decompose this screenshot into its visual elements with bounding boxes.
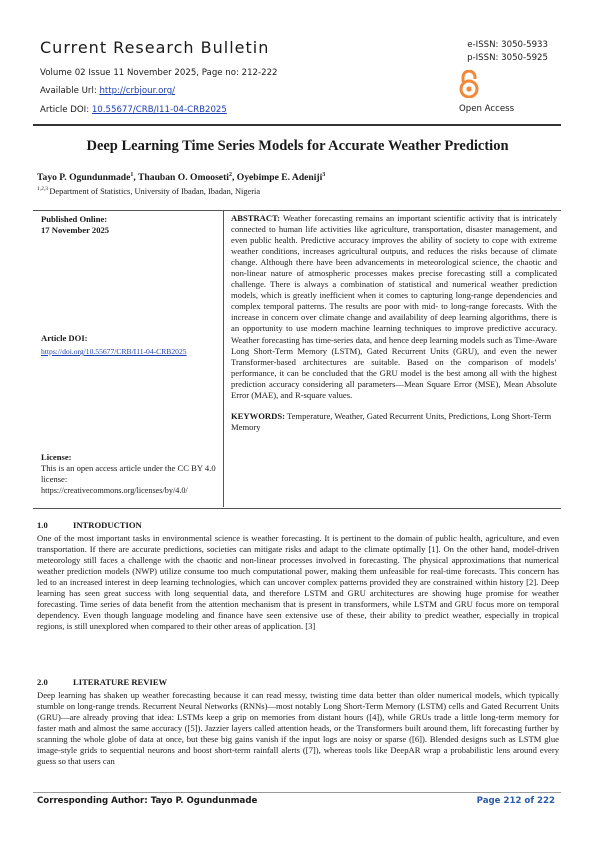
keywords (231, 411, 557, 433)
section-heading-literature-review (37, 677, 167, 687)
author-superscript: 2 (228, 172, 232, 178)
section-heading-introduction (37, 520, 142, 530)
license-label: License: (41, 452, 72, 462)
article-info-left-column (33, 210, 224, 507)
available-url-line (40, 86, 175, 96)
affiliation-superscript: 1,2,3 (37, 186, 50, 192)
journal-name: Current Research Bulletin (40, 38, 270, 57)
author-name: Tayo P. Ogundunmade (37, 172, 131, 184)
abstract-text: Weather forecasting remains an important scientific activity that is intricately connected to human life activities like agriculture, transportation, disaster management, and even public health. Predictive accuracy improves the ability of society to cope with extreme weather conditions, increases agricultural outputs, and reduces the risks because of climate change. Although there have been advancements in meteorological science, the chaotic and non-linear nature of atmospheric processes makes precise forecasting still a complicated challenge. There is always a combination of statistical and numerical weather prediction models, which is greatly inefficient when it comes to capturing long-range dependencies and complex temporal patterns. The results are poor with mid- to long-range forecasts. With the increase in concern over climate change and availability of deep learning algorithms, there is an opportunity to use modern machine learning techniques to improve predictive accuracy. Weather forecasting has time-series data, and hence deep learning models such as Time-Aware Long Short-Term Memory (LSTM), Gated Recurrent Units (GRU), and even the newer Transformer-based architectures are suitable. Based on the comparison of models’ performance, it can be concluded that the GRU model is the best among all with the highest prediction accuracy considering all parameters—Mean Square Error (MSE), Mean Absolute Error (MAE), and R-square values. (231, 213, 557, 400)
author-separator: , (133, 172, 139, 184)
keywords-label: KEYWORDS: (231, 410, 285, 421)
section-title: INTRODUCTION (73, 520, 142, 530)
published-label: Published Online: (41, 214, 108, 224)
author-name: Oyebimpe E. Adeniji (236, 172, 323, 184)
footer-divider (33, 792, 561, 793)
available-url-label: Available Url: (40, 86, 100, 96)
header-divider (33, 124, 561, 126)
published-date: 17 November 2025 (41, 225, 110, 235)
available-url-link[interactable]: http://crbjour.org/ (99, 86, 176, 96)
keywords-text: Temperature, Weather, Gated Recurrent Units, Predictions, Long Short-Term Memory (231, 410, 552, 432)
article-doi-label: Article DOI: (40, 105, 92, 115)
volume-line: Volume 02 Issue 11 November 2025, Page no: 212-222 (40, 68, 278, 78)
page-number: Page 212 of 222 (476, 796, 555, 806)
open-access-lock-icon (459, 70, 479, 98)
section-number: 1.0 (37, 520, 48, 530)
author-superscript: 1 (130, 172, 134, 178)
section-title: LITERATURE REVIEW (73, 677, 168, 687)
affiliation-text: Department of Statistics, University of Ibadan, Ibadan, Nigeria (49, 186, 261, 196)
p-issn: p-ISSN: 3050-5925 (467, 53, 548, 63)
article-title: Deep Learning Time Series Models for Accurate Weather Prediction (86, 138, 509, 154)
author-separator: , (231, 172, 237, 184)
e-issn: e-ISSN: 3050-5933 (467, 40, 548, 50)
section-body-literature-review: Deep learning has shaken up weather forecasting because it can read messy, twisting time data better than older numerical models, which typically stumble on long-range trends. Recurrent Neural Networks (RNNs)—most notably Long Short-Term Memory (LSTM) cells and Gated Recurrent Units (GRU)—are already proving that idea: LSTMs keep a grip on memories from distant hours ([4]), while GRUs trade a little long-term memory for faster math and almost the same accuracy ([5]). Jazzier layers called attention heads, or the Transformers built around them, lift forecasting further by scanning the whole globe of data at once, but these big gains vanish if the input logs are noisy or sparse ([6]). Blended designs such as LSTM glue image-style grids to sequential neurons and boost short-term rainfall alerts ([7]), whereas tools like DeepAR wrap a probabilistic lens around every guess so that users can (37, 690, 559, 767)
open-access-label: Open Access (459, 104, 515, 114)
author-list (37, 172, 325, 183)
abstract-label: ABSTRACT: (231, 213, 281, 223)
license-text: This is an open access article under the CC BY 4.0 license: (41, 463, 216, 484)
section-number: 2.0 (37, 677, 48, 687)
article-doi-link[interactable]: 10.55677/CRB/I11-04-CRB2025 (91, 105, 227, 115)
author-name: Thauban O. Omooseti (138, 172, 229, 184)
doi-label: Article DOI: (41, 333, 88, 343)
abstract (231, 213, 557, 401)
corresponding-author: Corresponding Author: Tayo P. Ogundunmade (37, 796, 258, 806)
author-superscript: 3 (322, 172, 326, 178)
license-url: https://creativecommons.org/licenses/by/4.0/ (41, 486, 188, 495)
abstract-column (231, 211, 557, 433)
doi-link[interactable]: https://doi.org/10.55677/CRB/I11-04-CRB2025 (41, 347, 187, 356)
article-doi-line (40, 105, 227, 115)
affiliation (37, 186, 260, 196)
section-body-introduction: One of the most important tasks in environmental science is weather forecasting. It is pertinent to the domain of public health, agriculture, and even transportation. If there are accurate predictions, societies can mitigate risks and adapt to the climate optimally [1]. On the other hand, model-driven meteorology still faces a challenge with the chaotic and non-linear processes involved in forecasting. The physical approximations that numerical weather prediction models (NWP) utilize consume too much computational power, making them unfeasible for real-time forecasts. This concern has led to an increased interest in deep learning technologies, which can uncover complex patterns provided they are constrained within history [2]. Deep learning has seen great success with long sequential data, and therefore LSTM and GRU architectures are showing huge promise for weather forecasting. Time series of data benefit from the attention mechanism that is present in transformers, while LSTM and GRU focus more on temporal dependency. Even though language modeling and finance have seen extensive use of these, their ability to predict weather, especially in tropical regions, is still unexplored when compared to their other areas of application. [3] (37, 533, 559, 632)
